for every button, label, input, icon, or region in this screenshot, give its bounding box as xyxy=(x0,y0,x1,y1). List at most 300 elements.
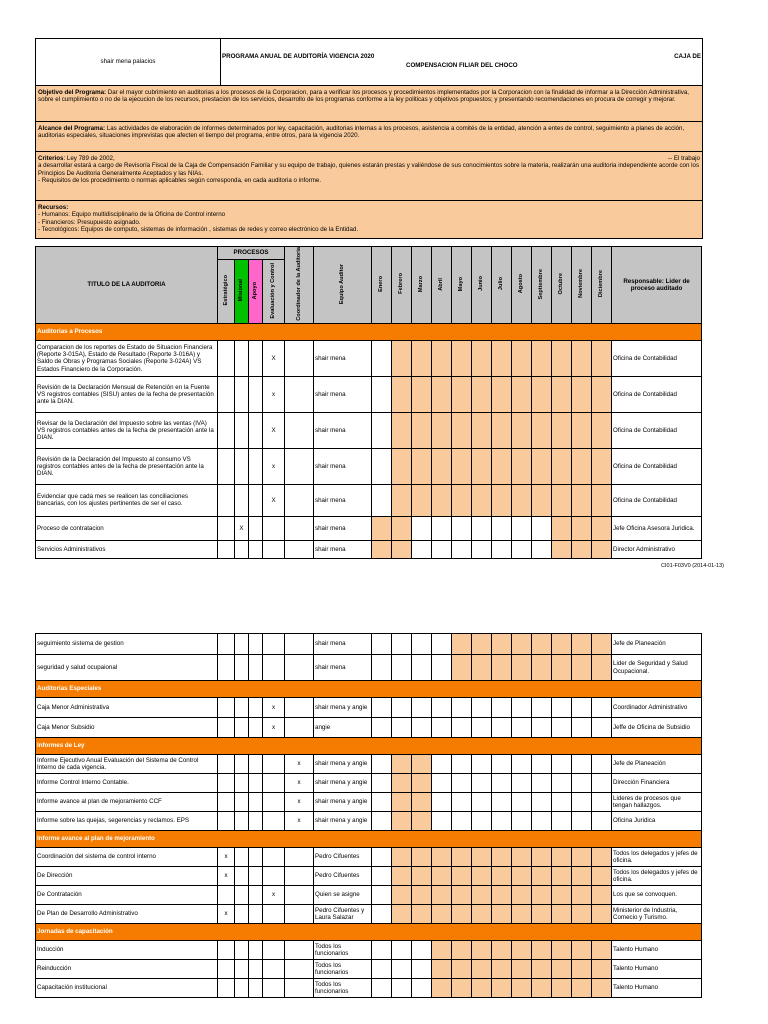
section-title: Informes de Ley xyxy=(36,738,702,755)
month-cell xyxy=(532,634,552,655)
process-cell xyxy=(263,774,285,793)
month-cell xyxy=(392,960,412,979)
process-cell xyxy=(235,448,249,484)
process-cell xyxy=(263,960,285,979)
month-cell xyxy=(392,774,412,793)
month-cell xyxy=(392,812,412,831)
month-cell xyxy=(372,376,392,412)
month-cell xyxy=(412,774,432,793)
audit-title: Revisar de la Declaración del Impuesto sobre las ventas (IVA) VS registros contables antes de la fecha de presentación ante la DIAN. xyxy=(36,412,218,448)
process-cell xyxy=(218,979,235,998)
process-cell xyxy=(235,540,249,558)
process-cell xyxy=(285,979,314,998)
month-cell xyxy=(532,979,552,998)
month-cell xyxy=(492,960,512,979)
month-cell xyxy=(392,905,412,924)
month-cell xyxy=(532,867,552,886)
process-cell: x xyxy=(285,793,314,812)
month-cell xyxy=(392,484,412,516)
month-cell xyxy=(512,979,532,998)
process-cell: x xyxy=(263,448,285,484)
month-cell xyxy=(592,634,612,655)
month-cell xyxy=(412,812,432,831)
month-cell xyxy=(532,755,552,774)
month-cell xyxy=(552,905,572,924)
process-cell xyxy=(285,376,314,412)
month-cell xyxy=(532,812,552,831)
alcance-section: Alcance del Programa: Las actividades de elaboración de informes determinados por ley, capacitación, auditorias internas a los procesos, asistencia a comités de la entidad, atención a entes de control, seguimiento a planes de acción, auditorias especiales, situaciones imprevistas que afecten el tiempo del programa, entre otros, para la vigencia 2020. xyxy=(36,122,703,152)
process-cell: X xyxy=(263,412,285,448)
month-cell xyxy=(592,516,612,540)
process-cell xyxy=(235,376,249,412)
month-cell xyxy=(452,812,472,831)
process-cell xyxy=(249,412,263,448)
process-cell xyxy=(218,412,235,448)
month-cell xyxy=(572,448,592,484)
table-row xyxy=(36,774,702,793)
col-apoyo: Apoyo xyxy=(249,260,263,324)
col-evaluacion: Evaluación y Control xyxy=(263,260,285,324)
month-cell xyxy=(372,484,392,516)
month-cell xyxy=(552,867,572,886)
section-row xyxy=(36,738,702,755)
process-cell: x xyxy=(263,886,285,905)
audit-team: angie xyxy=(314,718,372,738)
table-row xyxy=(36,793,702,812)
month-cell xyxy=(372,774,392,793)
process-cell xyxy=(285,634,314,655)
month-cell xyxy=(432,979,452,998)
col-coordinador: Coordinador de la Auditoria xyxy=(285,247,314,324)
month-cell xyxy=(472,755,492,774)
month-cell xyxy=(492,655,512,681)
audit-team: Todos los funcionarios xyxy=(314,960,372,979)
month-cell xyxy=(572,848,592,867)
audit-title: De Contratación xyxy=(36,886,218,905)
table-row xyxy=(36,340,702,376)
table-row xyxy=(36,755,702,774)
audit-team: Todos los funcionarios xyxy=(314,941,372,960)
month-cell xyxy=(452,755,472,774)
month-cell xyxy=(412,340,432,376)
month-cell xyxy=(452,540,472,558)
month-cell xyxy=(512,376,532,412)
month-cell xyxy=(552,848,572,867)
process-cell xyxy=(249,448,263,484)
month-cell xyxy=(492,941,512,960)
month-cell xyxy=(492,376,512,412)
audit-team: shair mena xyxy=(314,448,372,484)
month-cell xyxy=(552,540,572,558)
audit-title: Reinducción xyxy=(36,960,218,979)
audit-responsable: Los que se convoquen. xyxy=(612,886,702,905)
audit-responsable: Director Administrativo xyxy=(612,540,702,558)
form-code: CI01-F03V0 (2014-01-13) xyxy=(661,563,724,569)
month-cell xyxy=(472,979,492,998)
month-cell xyxy=(392,848,412,867)
month-cell xyxy=(512,886,532,905)
month-cell xyxy=(592,848,612,867)
month-cell xyxy=(532,960,552,979)
audit-title: Servicios Administrativos xyxy=(36,540,218,558)
process-cell xyxy=(249,812,263,831)
month-cell xyxy=(472,540,492,558)
audit-title: Informe sobre las quejas, segerencias y reclamos. EPS xyxy=(36,812,218,831)
month-cell xyxy=(472,960,492,979)
month-noviembre: Noviembre xyxy=(572,247,592,324)
process-cell xyxy=(218,540,235,558)
program-title: PROGRAMA ANUAL DE AUDITORÍA VIGENCIA 2020 xyxy=(222,53,375,60)
table-row xyxy=(36,886,702,905)
month-cell xyxy=(552,655,572,681)
month-cell xyxy=(372,867,392,886)
month-cell xyxy=(452,848,472,867)
month-cell xyxy=(512,941,532,960)
process-cell xyxy=(218,516,235,540)
col-misional: Misional xyxy=(235,260,249,324)
month-cell xyxy=(532,448,552,484)
month-cell xyxy=(492,516,512,540)
process-cell xyxy=(249,867,263,886)
month-agosto: Agosto xyxy=(512,247,532,324)
month-cell xyxy=(452,886,472,905)
audit-team: shair mena y angie xyxy=(314,793,372,812)
col-estrategico: Estratégico xyxy=(218,260,235,324)
audit-team: shair mena xyxy=(314,376,372,412)
month-cell xyxy=(412,848,432,867)
month-cell xyxy=(492,484,512,516)
process-cell xyxy=(218,484,235,516)
month-cell xyxy=(432,634,452,655)
month-cell xyxy=(392,516,412,540)
month-cell xyxy=(432,340,452,376)
month-cell xyxy=(432,698,452,718)
audit-team: Pedro Cifuentes xyxy=(314,848,372,867)
month-cell xyxy=(572,698,592,718)
audit-responsable: Coordinador Administrativo xyxy=(612,698,702,718)
month-cell xyxy=(512,412,532,448)
month-cell xyxy=(372,698,392,718)
month-cell xyxy=(432,848,452,867)
month-cell xyxy=(472,774,492,793)
audit-responsable: Ministerior de Industria, Comecio y Turismo. xyxy=(612,905,702,924)
month-cell xyxy=(532,412,552,448)
audit-title: Informe avance al plan de mejoramiento CCF xyxy=(36,793,218,812)
month-cell xyxy=(432,812,452,831)
section-title: Jornadas de capacitación xyxy=(36,924,702,941)
month-cell xyxy=(372,812,392,831)
audit-title: Comparacion de los reportes de Estado de Situacion Financiera (Reporte 3-015A), Estado de Resultado (Reporte 3-016A) y Saldo de Obras y Programas Sociales (Reporte 3-024A) VS Estados Financiero de la Corporación. xyxy=(36,340,218,376)
audit-title: De Plan de Desarrollo Administrativo xyxy=(36,905,218,924)
month-cell xyxy=(572,774,592,793)
month-cell xyxy=(372,340,392,376)
month-cell xyxy=(552,484,572,516)
month-cell xyxy=(412,979,432,998)
process-cell xyxy=(249,516,263,540)
month-cell xyxy=(432,905,452,924)
month-cell xyxy=(512,848,532,867)
month-cell xyxy=(572,540,592,558)
process-cell xyxy=(235,340,249,376)
process-cell xyxy=(235,634,249,655)
month-cell xyxy=(472,698,492,718)
month-cell xyxy=(572,484,592,516)
section-row xyxy=(36,681,702,698)
process-cell xyxy=(249,340,263,376)
audit-title: Caja Menor Subsidio xyxy=(36,718,218,738)
audit-responsable: Talento Humano xyxy=(612,941,702,960)
month-cell xyxy=(372,941,392,960)
month-cell xyxy=(592,960,612,979)
month-cell xyxy=(452,941,472,960)
month-cell xyxy=(432,774,452,793)
criterios-section: Criterios: Ley 789 de 2002, -- El trabajo a desarrollar estará a cargo de Revisoría Fiscal de la Caja de Compensación Familiar y su equipo de trabajo, quienes estarán prestas y valiéndose de sus conocimientos sobre la materia, realizarán una auditoria independiente acorde con los Principios De Auditoria Generalmente Aceptados y las NIAs. - Requisitos de los procedimiento o normas aplicables según corresponda, en cada auditoria o informe. xyxy=(36,152,703,201)
month-cell xyxy=(472,793,492,812)
process-cell xyxy=(235,412,249,448)
objetivo-section: Objetivo del Programa: Dar el mayor cubrimiento en auditorias a los procesos de la Corporacion, para a verificar los procesos y procedimientos implementados por la Corporacion con la finalidad de informar a la Direcciòn Administrativa, sobre el cumplimiento o no de la ejecucion de los recursos, prestacion de los servicios, desarrollo de los programas conforme a la ley politicas y objetivos propuestos; y presentando recomendaciones en procura de corregir y mejorar. xyxy=(36,86,703,122)
table-row xyxy=(36,698,702,718)
audit-title: Evidenciar que cada mes se realicen las conciliaciones bancarias, con los ajustes pertinentes de ser el caso. xyxy=(36,484,218,516)
process-cell xyxy=(285,941,314,960)
month-cell xyxy=(392,376,412,412)
process-cell xyxy=(249,718,263,738)
month-cell xyxy=(392,634,412,655)
month-cell xyxy=(432,448,452,484)
table-row xyxy=(36,848,702,867)
process-cell xyxy=(285,867,314,886)
process-cell xyxy=(218,960,235,979)
month-cell xyxy=(592,812,612,831)
audit-responsable: Todos los delegados y jefes de oficina. xyxy=(612,867,702,886)
month-cell xyxy=(532,793,552,812)
process-cell xyxy=(285,340,314,376)
month-cell xyxy=(412,634,432,655)
process-cell xyxy=(218,886,235,905)
month-cell xyxy=(472,905,492,924)
audit-responsable: Oficina de Contabilidad xyxy=(612,448,702,484)
audit-responsable: Dirección Financiera xyxy=(612,774,702,793)
month-cell xyxy=(552,812,572,831)
audit-responsable: Oficina de Contabilidad xyxy=(612,412,702,448)
audit-title: Proceso de contratacion xyxy=(36,516,218,540)
month-cell xyxy=(592,376,612,412)
audit-responsable: Oficina Juridica xyxy=(612,812,702,831)
month-cell xyxy=(452,484,472,516)
month-cell xyxy=(392,793,412,812)
month-cell xyxy=(372,793,392,812)
process-cell: x xyxy=(218,905,235,924)
month-mayo: Mayo xyxy=(452,247,472,324)
process-cell xyxy=(263,793,285,812)
audit-team: Quien se asigne xyxy=(314,886,372,905)
process-cell xyxy=(285,412,314,448)
process-cell xyxy=(285,448,314,484)
process-cell: X xyxy=(263,340,285,376)
process-cell xyxy=(263,655,285,681)
table-row xyxy=(36,448,702,484)
process-cell xyxy=(285,960,314,979)
table-row xyxy=(36,718,702,738)
audit-responsable: Jeffe de Oficina de Subsidio xyxy=(612,718,702,738)
month-cell xyxy=(392,448,412,484)
audit-team: shair mena xyxy=(314,634,372,655)
month-cell xyxy=(432,718,452,738)
process-cell xyxy=(235,848,249,867)
month-cell xyxy=(572,793,592,812)
month-cell xyxy=(452,376,472,412)
month-cell xyxy=(512,905,532,924)
process-cell xyxy=(285,886,314,905)
process-cell: X xyxy=(235,516,249,540)
month-cell xyxy=(432,960,452,979)
month-cell xyxy=(572,960,592,979)
month-cell xyxy=(452,516,472,540)
month-cell xyxy=(552,960,572,979)
month-cell xyxy=(472,448,492,484)
audit-team: shair mena y angie xyxy=(314,698,372,718)
process-cell xyxy=(263,812,285,831)
month-cell xyxy=(472,484,492,516)
audit-team: Todos los funcionarios xyxy=(314,979,372,998)
month-cell xyxy=(492,848,512,867)
process-cell xyxy=(263,755,285,774)
header-table xyxy=(35,38,703,239)
month-cell xyxy=(472,655,492,681)
month-cell xyxy=(472,848,492,867)
process-cell xyxy=(249,634,263,655)
month-cell xyxy=(592,698,612,718)
process-cell xyxy=(263,848,285,867)
month-cell xyxy=(492,634,512,655)
month-cell xyxy=(432,655,452,681)
process-cell xyxy=(249,905,263,924)
month-cell xyxy=(532,941,552,960)
audit-team: shair mena y angie xyxy=(314,755,372,774)
month-cell xyxy=(392,540,412,558)
process-cell xyxy=(235,793,249,812)
month-cell xyxy=(472,412,492,448)
process-cell xyxy=(285,484,314,516)
process-cell xyxy=(263,979,285,998)
month-cell xyxy=(592,340,612,376)
month-cell xyxy=(412,448,432,484)
audit-responsable: Jefe de Planeación xyxy=(612,755,702,774)
table-row xyxy=(36,484,702,516)
month-cell xyxy=(372,634,392,655)
audit-team: shair mena xyxy=(314,516,372,540)
process-cell xyxy=(218,376,235,412)
month-diciembre: Diciembre xyxy=(592,247,612,324)
month-cell xyxy=(532,848,552,867)
table-row xyxy=(36,412,702,448)
month-cell xyxy=(552,793,572,812)
process-cell xyxy=(263,867,285,886)
month-cell xyxy=(412,718,432,738)
audit-team: shair mena y angie xyxy=(314,774,372,793)
section-title: Auditorias Especiales xyxy=(36,681,702,698)
month-cell xyxy=(532,484,552,516)
month-cell xyxy=(372,516,392,540)
process-cell xyxy=(285,540,314,558)
month-cell xyxy=(512,540,532,558)
table-row xyxy=(36,960,702,979)
month-cell xyxy=(432,941,452,960)
col-procesos: PROCESOS xyxy=(218,247,285,260)
month-cell xyxy=(592,448,612,484)
process-cell xyxy=(263,634,285,655)
audit-team: shair mena xyxy=(314,340,372,376)
month-cell xyxy=(572,979,592,998)
audit-title: Caja Menor Administrativa xyxy=(36,698,218,718)
month-cell xyxy=(452,698,472,718)
month-cell xyxy=(572,755,592,774)
process-cell xyxy=(249,698,263,718)
process-cell xyxy=(249,979,263,998)
audit-responsable: Lideres de procesos que tengan hallazgos. xyxy=(612,793,702,812)
month-cell xyxy=(472,867,492,886)
table-row xyxy=(36,905,702,924)
month-cell xyxy=(452,448,472,484)
audit-responsable: Lider de Seguridad y Salud Ocupacional. xyxy=(612,655,702,681)
month-cell xyxy=(412,376,432,412)
month-cell xyxy=(552,516,572,540)
month-cell xyxy=(492,755,512,774)
month-cell xyxy=(552,340,572,376)
month-cell xyxy=(412,755,432,774)
month-cell xyxy=(532,718,552,738)
month-cell xyxy=(592,774,612,793)
month-cell xyxy=(412,516,432,540)
month-cell xyxy=(412,698,432,718)
month-cell xyxy=(532,540,552,558)
section-title: Informe avance al plan de mejoramiento xyxy=(36,831,702,848)
month-cell xyxy=(552,755,572,774)
month-cell xyxy=(532,655,552,681)
month-cell xyxy=(472,812,492,831)
col-equipo: Equipo Auditor xyxy=(314,247,372,324)
month-cell xyxy=(392,340,412,376)
month-junio: Junio xyxy=(472,247,492,324)
month-cell xyxy=(512,812,532,831)
section-title: Auditorias a Procesos xyxy=(36,323,702,340)
audit-title: Revisión de la Declaración Mensual de Retención en la Fuente VS registros contables (SISU) antes de la fecha de presentación ante la DIAN. xyxy=(36,376,218,412)
audit-table-page2 xyxy=(35,633,702,998)
month-julio: Julio xyxy=(492,247,512,324)
process-cell xyxy=(263,540,285,558)
process-cell xyxy=(218,793,235,812)
table-row xyxy=(36,941,702,960)
month-cell xyxy=(432,484,452,516)
month-cell xyxy=(452,340,472,376)
audit-title: Capacitación institucional xyxy=(36,979,218,998)
process-cell xyxy=(249,848,263,867)
process-cell xyxy=(235,979,249,998)
month-cell xyxy=(452,412,472,448)
month-cell xyxy=(492,774,512,793)
month-cell xyxy=(492,412,512,448)
month-cell xyxy=(552,376,572,412)
month-cell xyxy=(372,448,392,484)
month-cell xyxy=(492,867,512,886)
process-cell: x xyxy=(285,774,314,793)
month-cell xyxy=(532,516,552,540)
process-cell xyxy=(235,484,249,516)
process-cell xyxy=(218,941,235,960)
audit-team: shair mena xyxy=(314,655,372,681)
month-cell xyxy=(512,516,532,540)
month-cell xyxy=(432,412,452,448)
table-row xyxy=(36,376,702,412)
